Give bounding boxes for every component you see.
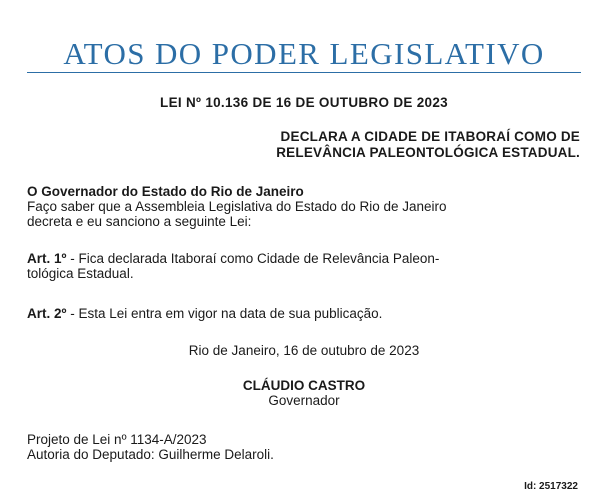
law-ementa bbox=[180, 129, 580, 161]
bill-author: Autoria do Deputado: Guilherme Delaroli. bbox=[27, 447, 274, 462]
article-2-line-1 bbox=[27, 306, 581, 321]
section-divider bbox=[27, 72, 581, 73]
preamble-authority: O Governador do Estado do Rio de Janeiro bbox=[27, 184, 304, 199]
preamble-line: Faço saber que a Assembleia Legislativa do Estado do Rio de Janeiro bbox=[27, 199, 447, 214]
preamble bbox=[27, 184, 581, 229]
preamble-line: decreta e eu sanciono a seguinte Lei: bbox=[27, 214, 252, 229]
signature-block bbox=[0, 378, 608, 408]
document-id: Id: 2517322 bbox=[524, 481, 578, 492]
bill-info bbox=[27, 432, 274, 462]
article-2 bbox=[27, 306, 581, 321]
article-1 bbox=[27, 251, 581, 281]
section-title: ATOS DO PODER LEGISLATIVO bbox=[63, 36, 545, 71]
place-and-date: Rio de Janeiro, 16 de outubro de 2023 bbox=[188, 343, 420, 358]
ementa-line: DECLARA A CIDADE DE ITABORAÍ COMO DE bbox=[280, 129, 580, 144]
article-text: - Esta Lei entra em vigor na data de sua publicação. bbox=[66, 306, 383, 321]
signer-role: Governador bbox=[268, 393, 340, 408]
article-text: tológica Estadual. bbox=[27, 266, 134, 281]
bill-number: Projeto de Lei nº 1134-A/2023 bbox=[27, 432, 207, 447]
ementa-line: RELEVÂNCIA PALEONTOLÓGICA ESTADUAL. bbox=[276, 145, 580, 160]
article-text: - Fica declarada Itaboraí como Cidade de Relevância Paleon- bbox=[66, 251, 440, 266]
article-label: Art. 2º bbox=[27, 306, 67, 321]
signer-name: CLÁUDIO CASTRO bbox=[242, 378, 366, 393]
article-label: Art. 1º bbox=[27, 251, 67, 266]
article-1-line-1 bbox=[27, 251, 581, 266]
law-title: LEI Nº 10.136 DE 16 DE OUTUBRO DE 2023 bbox=[160, 95, 448, 110]
